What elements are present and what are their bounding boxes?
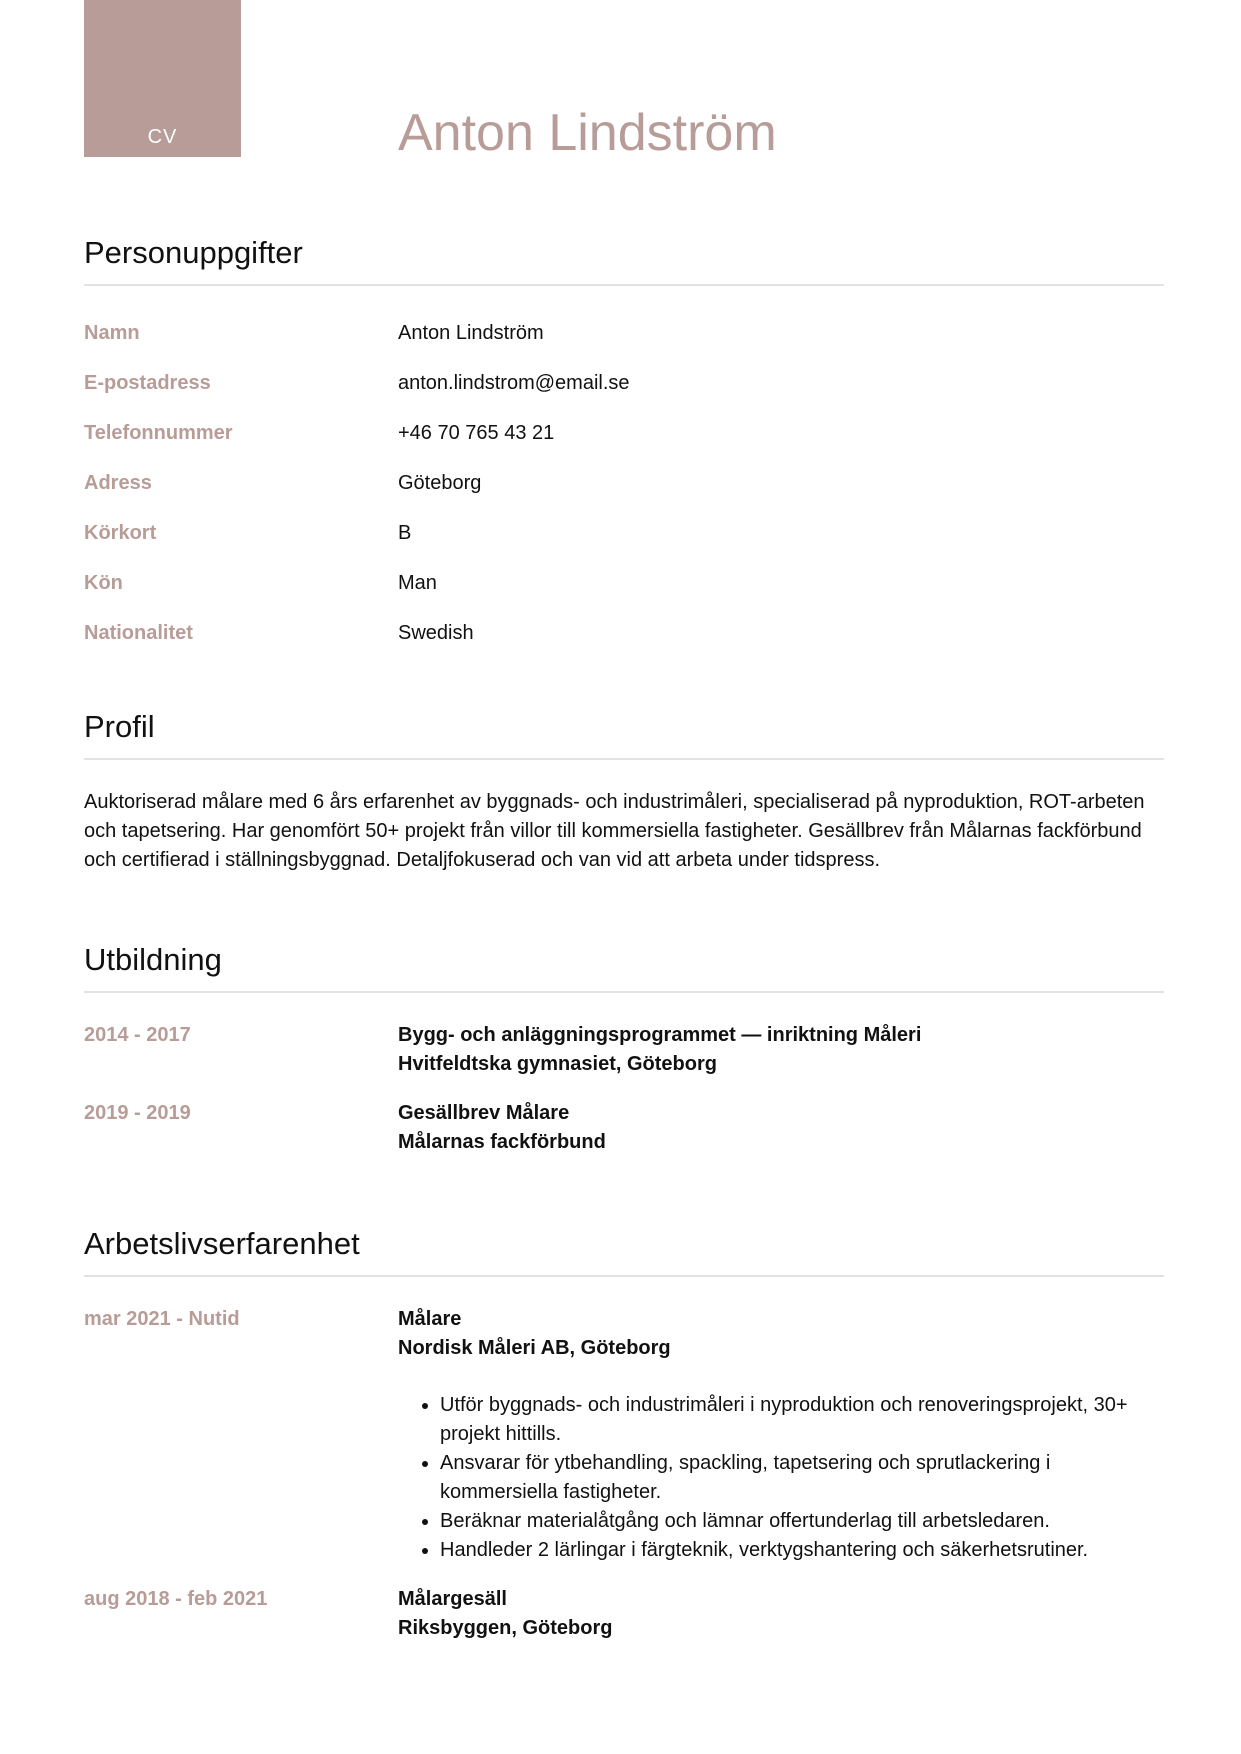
personal-row-address [84,458,1164,508]
field-label: Kön [84,571,123,594]
work-entry [84,1585,1164,1643]
work-entry [84,1305,1164,1565]
field-label: E-postadress [84,371,211,394]
entry-dates: 2014 - 2017 [84,1024,191,1047]
field-value: Swedish [398,621,474,644]
entry-place: Riksbyggen, Göteborg [398,1617,613,1640]
cv-badge-label: CV [147,126,178,148]
profile-section [84,710,1164,875]
field-label: Telefonnummer [84,421,233,444]
entry-place: Hvitfeldtska gymnasiet, Göteborg [398,1053,717,1076]
work-entries [84,1277,1164,1643]
entry-title: Målargesäll [398,1588,507,1611]
profile-heading: Profil [84,710,1164,760]
education-entry [84,1021,1164,1079]
personal-row-email [84,358,1164,408]
field-value: Man [398,571,437,594]
entry-title: Gesällbrev Målare [398,1102,570,1125]
bullet-item: • Utför byggnads- och industrimåleri i nyproduktion och renoveringsprojekt, 30+ projekt hittills. [440,1391,1164,1449]
personal-section [84,236,1164,658]
cv-badge [84,0,241,157]
field-label: Körkort [84,521,157,544]
personal-row-gender [84,558,1164,608]
page-title: Anton Lindström [398,104,777,162]
entry-dates: mar 2021 - Nutid [84,1308,240,1331]
entry-bullets [398,1391,1164,1565]
field-value: Anton Lindström [398,321,544,344]
bullet-item: • Ansvarar för ytbehandling, spackling, tapetsering och sprutlackering i kommersiella fastigheter. [440,1449,1164,1507]
bullet-item: • Handleder 2 lärlingar i färgteknik, verktygshantering och säkerhetsrutiner. [440,1536,1164,1565]
field-label: Adress [84,471,152,494]
entry-place: Nordisk Måleri AB, Göteborg [398,1337,671,1360]
profile-text: Auktoriserad målare med 6 års erfarenhet av byggnads- och industrimåleri, specialiserad på nyproduktion, ROT-arbeten och tapetsering. Har genomfört 50+ projekt från villor till kommersiella fastigheter. Gesällbrev från Målarnas fackförbund och certifierad i ställningsbyggnad. Detaljfokuserad och van vid att arbeta under tidspress. [84,791,1145,872]
bullet-item: • Beräknar materialåtgång och lämnar offertunderlag till arbetsledaren. [440,1507,1164,1536]
entry-title: Målare [398,1308,462,1331]
entry-dates: 2019 - 2019 [84,1102,191,1125]
work-section [84,1227,1164,1663]
work-heading: Arbetslivserfarenhet [84,1227,1164,1277]
personal-row-nationality [84,608,1164,658]
education-section [84,943,1164,1177]
field-value: +46 70 765 43 21 [398,421,555,444]
field-value: Göteborg [398,471,482,494]
entry-title: Bygg- och anläggningsprogrammet — inriktning Måleri [398,1024,922,1047]
personal-heading: Personuppgifter [84,236,1164,286]
field-value: B [398,521,412,544]
education-heading: Utbildning [84,943,1164,993]
entry-dates: aug 2018 - feb 2021 [84,1588,268,1611]
personal-row-license [84,508,1164,558]
education-entry [84,1099,1164,1157]
personal-row-name [84,308,1164,358]
personal-rows [84,286,1164,658]
education-entries [84,993,1164,1157]
field-value: anton.lindstrom@email.se [398,371,630,394]
entry-place: Målarnas fackförbund [398,1131,606,1154]
field-label: Nationalitet [84,621,193,644]
field-label: Namn [84,321,140,344]
personal-row-phone [84,408,1164,458]
